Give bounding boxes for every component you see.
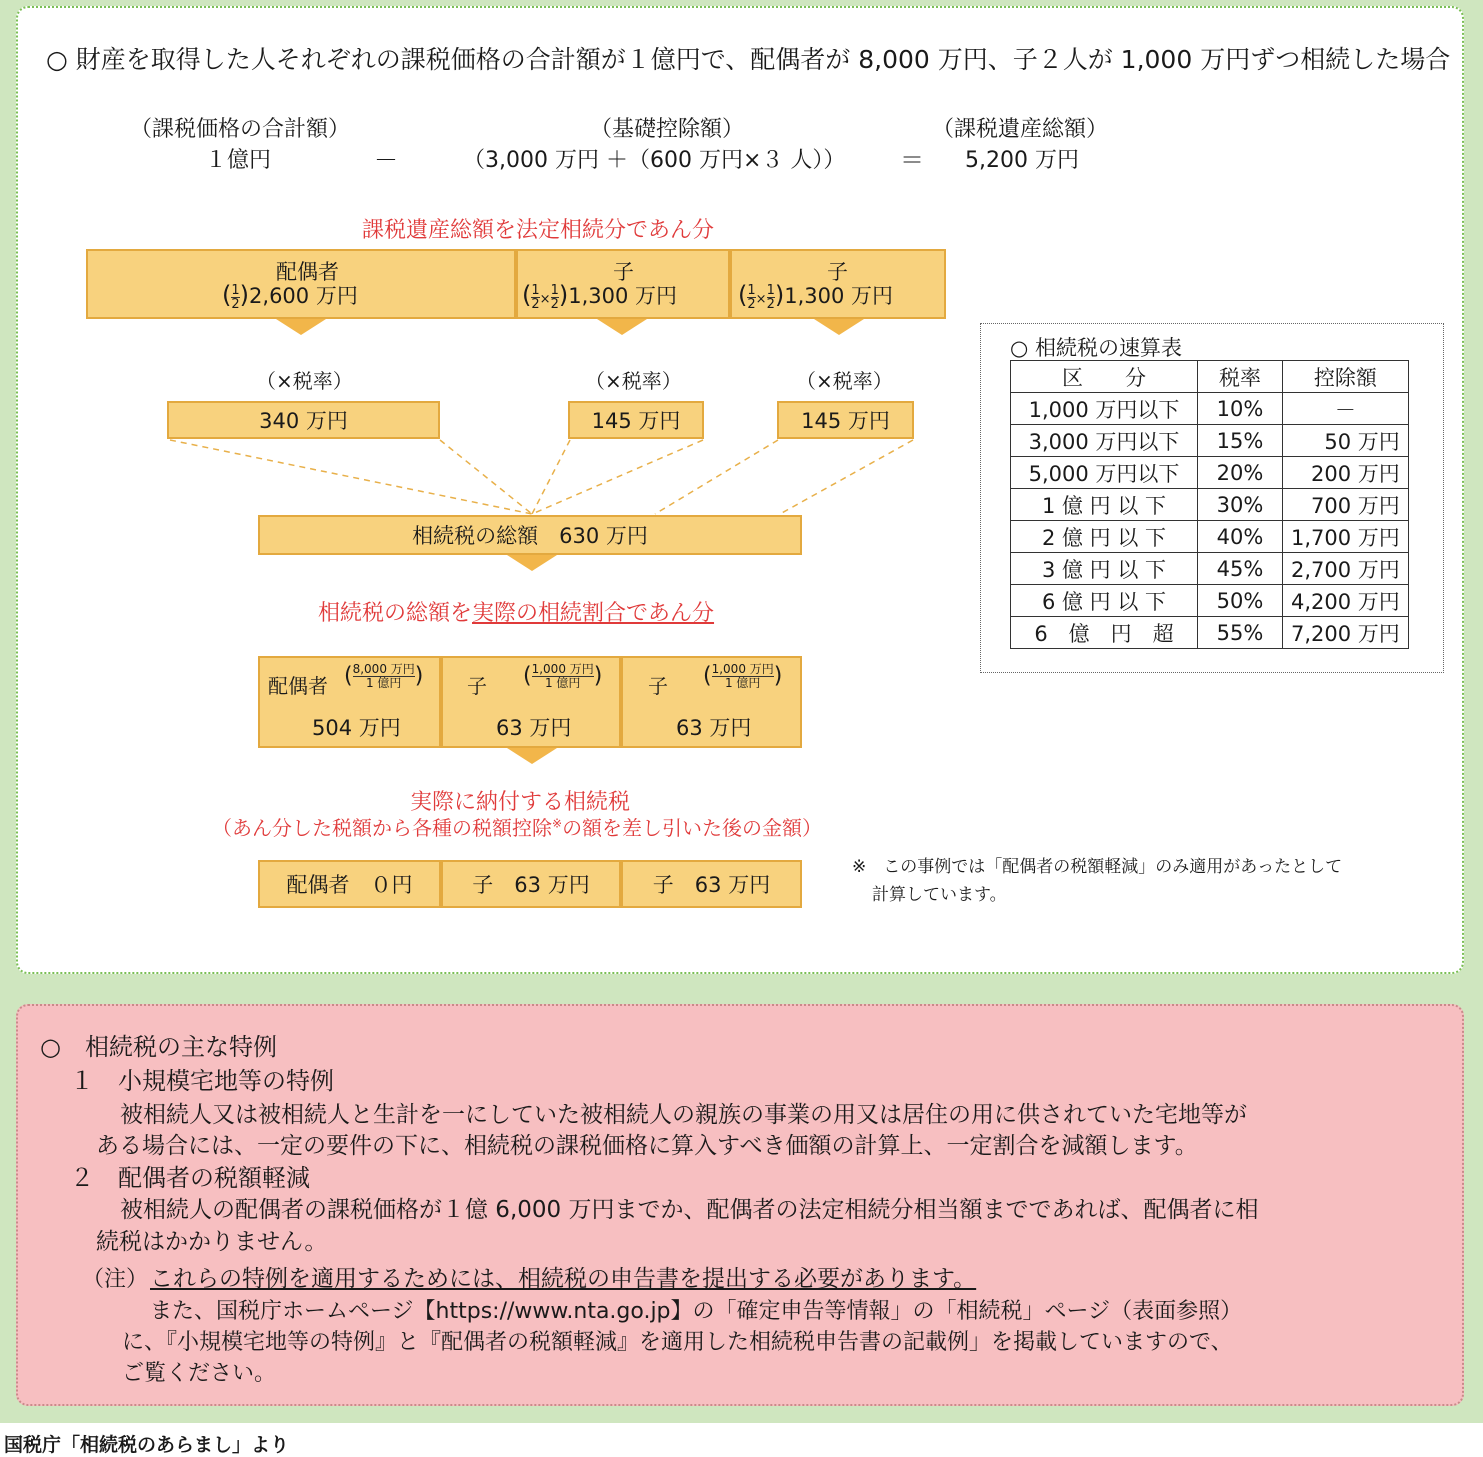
actual-child-1-name: 子 [467, 674, 487, 698]
rate-cell: 30% [1198, 489, 1283, 521]
eq-label-basic-deduction: （基礎控除額） [590, 117, 745, 142]
table-row [1011, 457, 1409, 489]
special-note-line3: に、『小規模宅地等の特例』と『配偶者の税額軽減』を適用した相続税申告書の記載例」を掲載していますので、 [122, 1330, 1233, 1355]
rate-cell: 5,000 万円以下 [1011, 457, 1198, 489]
rate-cell: 50% [1198, 585, 1283, 617]
rate-cell: － [1283, 393, 1409, 425]
table-row [1011, 425, 1409, 457]
rate-cell: 6 億 円 超 [1011, 617, 1198, 649]
special-title: ○ 相続税の主な特例 [40, 1033, 277, 1061]
arrow-down-icon [507, 555, 557, 571]
footnote-line-1: ※ この事例では「配偶者の税額軽減」のみ適用があったとして [852, 857, 1343, 877]
table-row [1011, 553, 1409, 585]
actual-child-1-amount: 63 万円 [496, 716, 572, 740]
eq-value-basic-deduction: （3,000 万円 ＋（600 万円×３ 人）） [463, 148, 846, 173]
rate-cell: 700 万円 [1283, 489, 1409, 521]
eq-value-taxable-total: １億円 [205, 148, 272, 173]
rate-header-deduction: 控除額 [1283, 361, 1409, 393]
rate-cell: 40% [1198, 521, 1283, 553]
payment-child-2: 子 63 万円 [621, 860, 802, 908]
eq-minus: － [374, 146, 398, 174]
tax-amount-spouse: 340 万円 [167, 401, 440, 439]
step3-subtitle: （あん分した税額から各種の税額控除※の額を差し引いた後の金額） [212, 816, 823, 840]
special-note-line1: これらの特例を適用するためには、相続税の申告書を提出する必要があります。 [150, 1266, 977, 1292]
tax-rate-label-child-2: （×税率） [796, 369, 893, 393]
eq-equals: ＝ [900, 146, 924, 174]
rate-header-rate: 税率 [1198, 361, 1283, 393]
rate-cell: 7,200 万円 [1283, 617, 1409, 649]
tax-amount-child-2: 145 万円 [777, 401, 914, 439]
tax-rate-label-spouse: （×税率） [256, 369, 353, 393]
actual-child-2-amount: 63 万円 [676, 716, 752, 740]
table-row [1011, 393, 1409, 425]
rate-table [1010, 360, 1409, 649]
actual-spouse-name: 配偶者 [268, 674, 328, 698]
rate-cell: 3 億 円 以 下 [1011, 553, 1198, 585]
eq-label-taxable-estate: （課税遺産総額） [932, 117, 1109, 142]
legal-share-spouse-detail: ( $\frac{1}{2}$ )2,600 万円 [222, 281, 358, 312]
tax-rate-label-child-1: （×税率） [585, 369, 682, 393]
actual-spouse-amount: 504 万円 [312, 716, 401, 740]
special-item2-title: ２ 配偶者の税額軽減 [70, 1164, 310, 1192]
special-note-line4: ご覧ください。 [122, 1361, 277, 1386]
rate-cell: 2 億 円 以 下 [1011, 521, 1198, 553]
rate-cell: 15% [1198, 425, 1283, 457]
special-item2-line2: 続税はかかりません。 [96, 1229, 328, 1255]
rate-cell: 4,200 万円 [1283, 585, 1409, 617]
special-item1-line1: 被相続人又は被相続人と生計を一にしていた被相続人の親族の事業の用又は居住の用に供されていた宅地等が [120, 1102, 1247, 1128]
legal-share-child-2-detail: ( $\frac{1}{2}$ × $\frac{1}{2}$ )1,300 万円 [738, 281, 894, 312]
rate-table-title: ○ 相続税の速算表 [1010, 336, 1182, 360]
legal-share-child-1-name: 子 [613, 260, 634, 284]
actual-child-1-ratio: ( $\frac{\text{1,000 万円}}{\text{1 億円}}$ ) [523, 662, 603, 690]
step3-title: 実際に納付する相続税 [410, 790, 631, 815]
eq-value-taxable-estate: 5,200 万円 [965, 148, 1079, 173]
special-note-mark: （注） [82, 1267, 149, 1292]
special-note-line2: また、国税庁ホームページ【https://www.nta.go.jp】の「確定申告等情報」の「相続税」ページ（表面参照） [150, 1299, 1243, 1324]
actual-spouse-ratio: ( $\frac{\text{8,000 万円}}{\text{1 億円}}$ ) [344, 662, 424, 690]
rate-cell: 200 万円 [1283, 457, 1409, 489]
special-item2-line1: 被相続人の配偶者の課税価格が１億 6,000 万円までか、配偶者の法定相続分相当額までであれば、配偶者に相 [120, 1197, 1259, 1223]
rate-cell: 45% [1198, 553, 1283, 585]
legal-share-child-2-name: 子 [827, 260, 848, 284]
actual-child-2-ratio: ( $\frac{\text{1,000 万円}}{\text{1 億円}}$ ) [703, 662, 783, 690]
rate-cell: 1,000 万円以下 [1011, 393, 1198, 425]
rate-header-bracket: 区 分 [1011, 361, 1198, 393]
payment-child-1: 子 63 万円 [441, 860, 621, 908]
step2-title: 相続税の総額を実際の相続割合であん分 [318, 601, 715, 626]
rate-cell: 2,700 万円 [1283, 553, 1409, 585]
payment-spouse: 配偶者 ０円 [258, 860, 441, 908]
rate-cell: 3,000 万円以下 [1011, 425, 1198, 457]
table-row [1011, 585, 1409, 617]
tax-amount-child-1: 145 万円 [568, 401, 704, 439]
rate-cell: 10% [1198, 393, 1283, 425]
total-tax-box: 相続税の総額 630 万円 [258, 515, 802, 555]
table-row [1011, 617, 1409, 649]
legal-share-spouse-name: 配偶者 [276, 260, 339, 284]
footnote-line-2: 計算しています。 [872, 885, 1007, 905]
rate-cell: 1,700 万円 [1283, 521, 1409, 553]
special-item1-title: １ 小規模宅地等の特例 [70, 1067, 334, 1095]
actual-child-2-name: 子 [648, 674, 668, 698]
special-item1-line2: ある場合には、一定の要件の下に、相続税の課税価格に算入すべき価額の計算上、一定割合を減額します。 [96, 1133, 1198, 1159]
legal-share-child-1-detail: ( $\frac{1}{2}$ × $\frac{1}{2}$ )1,300 万円 [522, 281, 678, 312]
source-caption: 国税庁「相続税のあらまし」より [4, 1434, 290, 1456]
rate-cell: 55% [1198, 617, 1283, 649]
rate-cell: 20% [1198, 457, 1283, 489]
rate-cell: 1 億 円 以 下 [1011, 489, 1198, 521]
table-row [1011, 361, 1409, 393]
example-header: ○ 財産を取得した人それぞれの課税価格の合計額が１億円で、配偶者が 8,000 万円、子２人が 1,000 万円ずつ相続した場合 [46, 45, 1451, 74]
rate-cell: 50 万円 [1283, 425, 1409, 457]
table-row [1011, 521, 1409, 553]
step1-title: 課税遺産総額を法定相続分であん分 [362, 218, 715, 243]
table-row [1011, 489, 1409, 521]
rate-cell: 6 億 円 以 下 [1011, 585, 1198, 617]
arrow-down-icon [507, 748, 557, 764]
eq-label-taxable-total: （課税価格の合計額） [130, 117, 351, 142]
